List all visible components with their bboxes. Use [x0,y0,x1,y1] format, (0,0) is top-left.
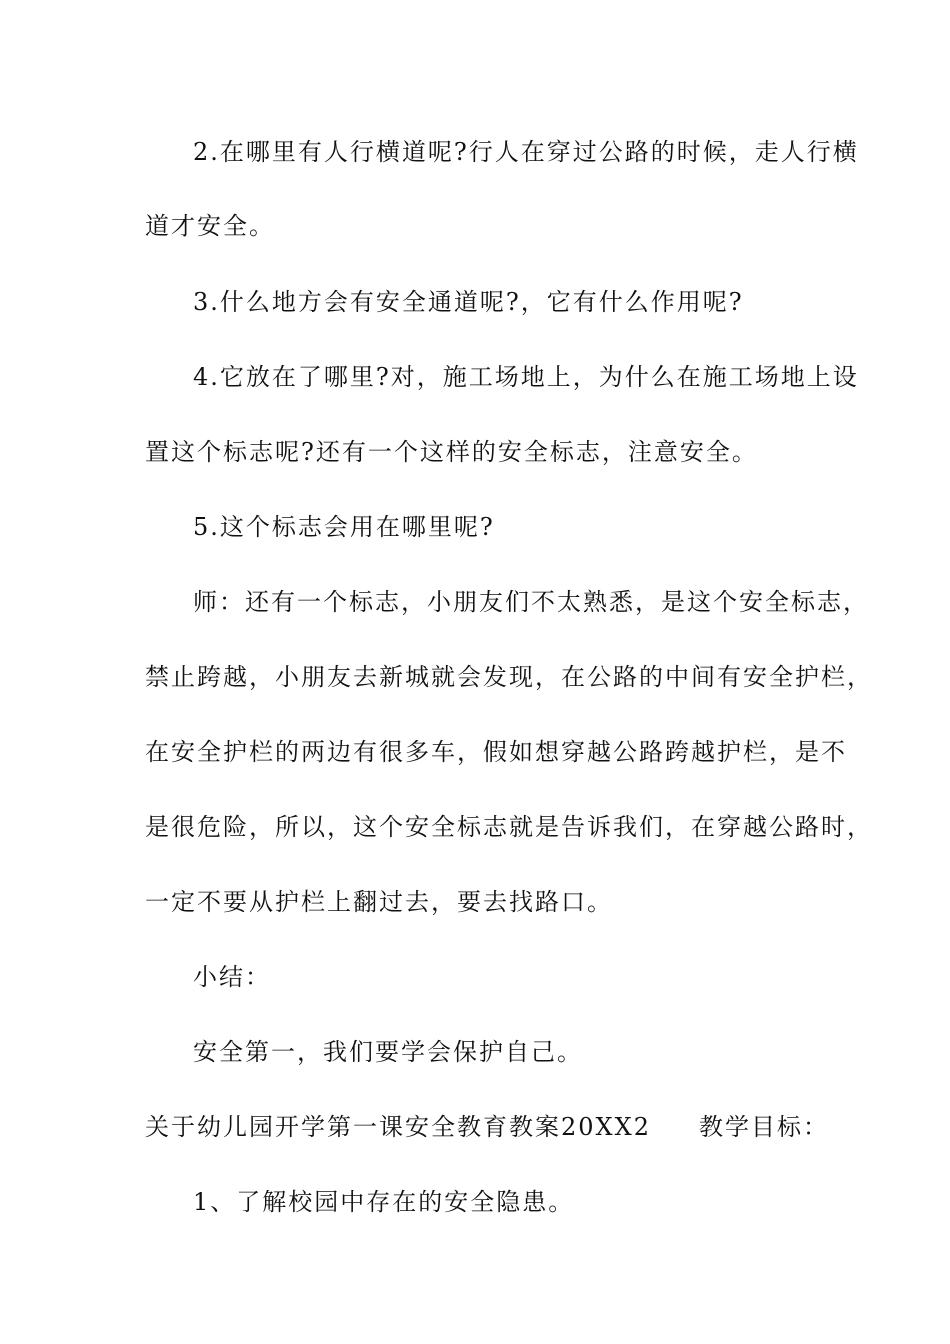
paragraph-line: 4.它放在了哪里?对，施工场地上，为什么在施工场地上设 [193,363,859,391]
paragraph-line: 3.什么地方会有安全通道呢?，它有什么作用呢? [193,288,744,316]
paragraph-line: 是很危险，所以，这个安全标志就是告诉我们，在穿越公路时， [145,813,873,841]
section-title: 关于幼儿园开学第一课安全教育教案20XX2 [145,1113,651,1141]
paragraph-line: 2.在哪里有人行横道呢?行人在穿过公路的时候，走人行横 [193,138,859,166]
section-heading [145,1112,829,1142]
paragraph-line: 禁止跨越，小朋友去新城就会发现，在公路的中间有安全护栏， [145,663,873,691]
summary-text: 安全第一，我们要学会保护自己。 [193,1038,583,1066]
paragraph-line: 师：还有一个标志，小朋友们不太熟悉，是这个安全标志， [193,588,869,616]
objective-item: 1、了解校园中存在的安全隐患。 [193,1188,575,1216]
paragraph-line: 一定不要从护栏上翻过去，要去找路口。 [145,888,613,916]
paragraph-line: 置这个标志呢?还有一个这样的安全标志，注意安全。 [145,438,758,466]
paragraph-line: 在安全护栏的两边有很多车，假如想穿越公路跨越护栏，是不 [145,738,847,766]
section-subtitle: 教学目标： [698,1113,829,1141]
paragraph-line: 道才安全。 [145,212,275,240]
paragraph-line: 5.这个标志会用在哪里呢? [193,513,495,541]
summary-label: 小结： [193,963,271,991]
